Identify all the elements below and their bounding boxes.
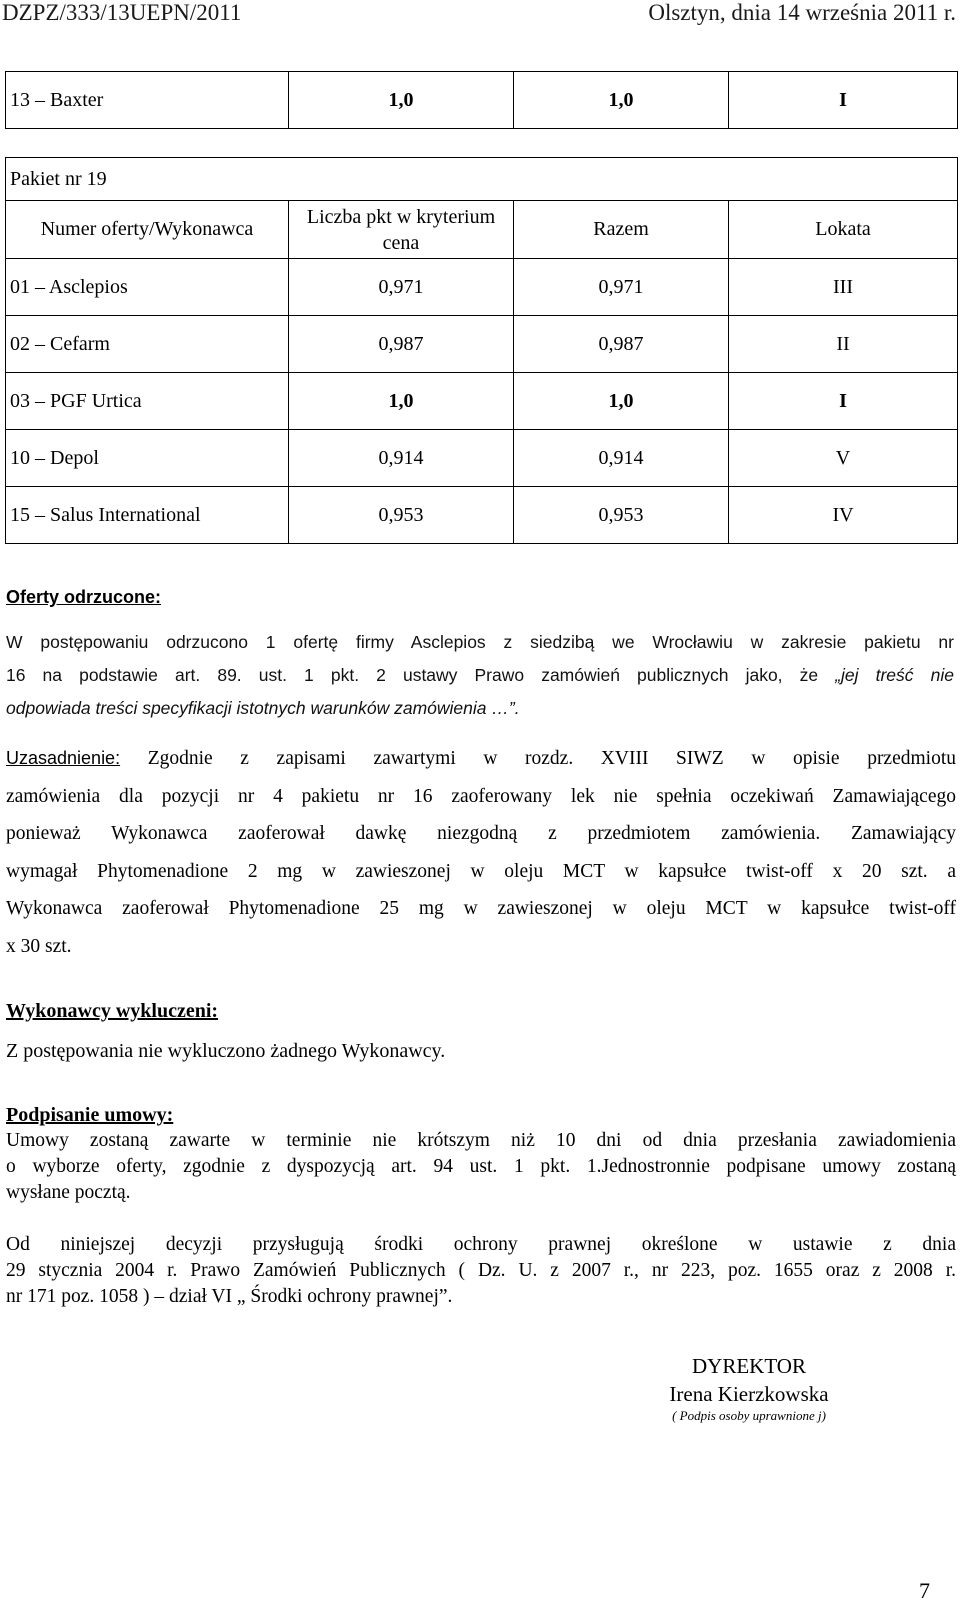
points-cell: 0,914 xyxy=(289,430,514,487)
table-row xyxy=(6,373,958,430)
signing-heading: Podpisanie umowy: xyxy=(6,1104,174,1126)
signature-name: Irena Kierzkowska xyxy=(669,1382,829,1406)
rank-cell: I xyxy=(729,72,958,129)
points-cell: 0,987 xyxy=(289,316,514,373)
rank-cell: III xyxy=(729,259,958,316)
bidder-cell: 15 – Salus International xyxy=(6,487,289,544)
bidder-cell: 03 – PGF Urtica xyxy=(6,373,289,430)
top-continuation-table xyxy=(5,71,958,129)
justification-line-1 xyxy=(6,740,956,778)
rank-cell: I xyxy=(729,373,958,430)
signature-title: DYREKTOR xyxy=(692,1354,806,1378)
place-and-date: Olsztyn, dnia 14 września 2011 r. xyxy=(648,0,956,25)
points-cell: 0,953 xyxy=(289,487,514,544)
excluded-text: Z postępowania nie wykluczono żadnego Wykonawcy. xyxy=(6,1040,446,1062)
header-points xyxy=(289,201,514,259)
rejected-line-2-text: 16 na podstawie art. 89. ust. 1 pkt. 2 ustawy Prawo zamówień publicznych jako, że xyxy=(6,665,819,685)
justification-paragraph xyxy=(6,740,956,965)
table-header-row xyxy=(6,201,958,259)
total-cell: 1,0 xyxy=(514,373,729,430)
justification-line-1-text: Zgodnie z zapisami zawartymi w rozdz. XVIII SIWZ w opisie przedmiotu xyxy=(147,748,956,769)
justification-line-3: ponieważ Wykonawca zaoferował dawkę niezgodną z przedmiotem zamówienia. Zamawiający xyxy=(6,823,956,844)
table-row xyxy=(6,72,958,129)
remedies-line-2: 29 stycznia 2004 r. Prawo Zamówień Publicznych ( Dz. U. z 2007 r., nr 223, poz. 1655 oraz z 2008 r. xyxy=(6,1260,956,1281)
total-cell: 0,914 xyxy=(514,430,729,487)
signing-line-1: Umowy zostaną zawarte w terminie nie krótszym niż 10 dni od dnia przesłania zawiadomienia xyxy=(6,1130,956,1151)
page-number: 7 xyxy=(919,1578,930,1603)
rejected-paragraph xyxy=(6,626,954,725)
bidder-cell: 13 – Baxter xyxy=(6,72,289,129)
total-cell: 0,987 xyxy=(514,316,729,373)
justification-line-5: Wykonawca zaoferował Phytomenadione 25 mg w zawieszonej w oleju MCT w kapsułce twist-off xyxy=(6,898,956,919)
table-row xyxy=(6,259,958,316)
rank-cell: II xyxy=(729,316,958,373)
table-row xyxy=(6,487,958,544)
rank-cell: V xyxy=(729,430,958,487)
points-cell: 0,971 xyxy=(289,259,514,316)
rank-cell: IV xyxy=(729,487,958,544)
bidder-cell: 01 – Asclepios xyxy=(6,259,289,316)
header-total: Razem xyxy=(514,201,729,259)
header-points-line1: Liczba pkt w kryterium xyxy=(306,205,496,228)
excluded-heading: Wykonawcy wykluczeni: xyxy=(6,1000,219,1022)
signature-note: ( Podpis osoby uprawnione j) xyxy=(672,1408,826,1423)
points-cell: 1,0 xyxy=(289,72,514,129)
package-19-table xyxy=(5,157,958,544)
remedies-line-1: Od niniejszej decyzji przysługują środki ochrony prawnej określone w ustawie z dnia xyxy=(6,1234,956,1255)
signing-line-3: wysłane pocztą. xyxy=(6,1182,131,1203)
header-points-line2: cena xyxy=(382,231,420,254)
signing-line-2: o wyborze oferty, zgodnie z dyspozycją art. 94 ust. 1 pkt. 1.Jednostronnie podpisane umowy zostaną xyxy=(6,1156,956,1177)
header-rank: Lokata xyxy=(729,201,958,259)
rejected-line-3: odpowiada treści specyfikacji istotnych warunków zamówienia …”. xyxy=(6,698,520,718)
package-title: Pakiet nr 19 xyxy=(6,158,958,201)
signature-block xyxy=(640,1352,858,1424)
total-cell: 0,971 xyxy=(514,259,729,316)
justification-label: Uzasadnienie: xyxy=(6,748,121,768)
signing-paragraph xyxy=(6,1128,956,1206)
bidder-cell: 02 – Cefarm xyxy=(6,316,289,373)
total-cell: 0,953 xyxy=(514,487,729,544)
document-reference: DZPZ/333/13UEPN/2011 xyxy=(2,0,242,25)
remedies-line-3: nr 171 poz. 1058 ) – dział VI „ Środki ochrony prawnej”. xyxy=(6,1286,453,1307)
justification-line-6: x 30 szt. xyxy=(6,935,72,957)
bidder-cell: 10 – Depol xyxy=(6,430,289,487)
justification-line-4: wymagał Phytomenadione 2 mg w zawieszonej w oleju MCT w kapsułce twist-off x 20 szt. a xyxy=(6,860,956,882)
rejected-line-2 xyxy=(6,659,954,692)
total-cell: 1,0 xyxy=(514,72,729,129)
justification-line-2: zamówienia dla pozycji nr 4 pakietu nr 16 zaoferowany lek nie spełnia oczekiwań Zamawiającego xyxy=(6,785,956,807)
rejected-heading: Oferty odrzucone: xyxy=(6,587,162,607)
table-row xyxy=(6,316,958,373)
header-bidder: Numer oferty/Wykonawca xyxy=(6,201,289,259)
rejected-quote-start: „jej treść nie xyxy=(835,665,954,685)
remedies-paragraph xyxy=(6,1232,956,1310)
points-cell: 1,0 xyxy=(289,373,514,430)
table-row xyxy=(6,430,958,487)
rejected-line-1: W postępowaniu odrzucono 1 ofertę firmy Asclepios z siedzibą we Wrocławiu w zakresie pakietu nr xyxy=(6,632,954,652)
